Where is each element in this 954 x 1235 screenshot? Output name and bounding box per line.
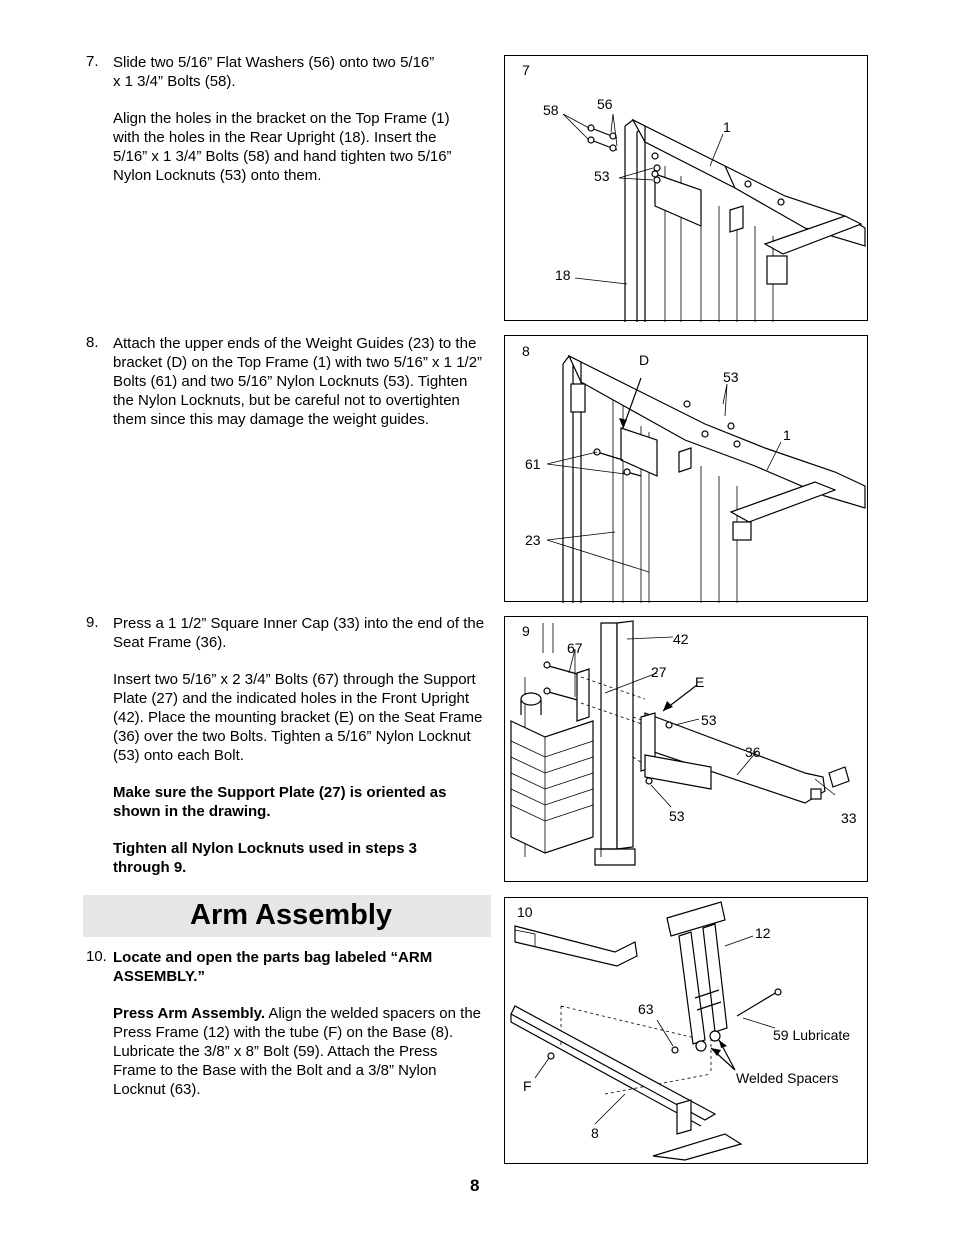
section-title: Arm Assembly — [190, 899, 393, 931]
step-9-note-1 — [113, 783, 478, 821]
step-9-note-2-bold: Tighten all Nylon Locknuts used in steps 3 through 9. — [113, 840, 417, 876]
step-9-note-2 — [113, 839, 453, 877]
figure-7-drawing — [505, 56, 869, 322]
step-10-body — [113, 1004, 483, 1099]
figure-9-label-33: 33 — [841, 810, 857, 826]
step-9-number: 9. — [86, 614, 99, 631]
step-9-note-1-bold: Make sure the Support Plate (27) is oriented as shown in the drawing. — [113, 784, 447, 820]
figure-9-label-67: 67 — [567, 640, 583, 656]
step-10-sub-text: Align the welded spacers on the Press Frame (12) with the tube (F) on the Base (8). Lubricate the 3/8” x 8” Bolt (59). Attach the Press Frame to the Base with the Bolt and a 3/8” Nylon Locknut (63). — [113, 1005, 482, 1098]
figure-8-label-23: 23 — [525, 532, 541, 548]
page-number: 8 — [470, 1176, 480, 1195]
figure-9-step-label: 9 — [522, 623, 530, 639]
figure-7-label-58: 58 — [543, 102, 559, 118]
figure-8-step-label: 8 — [522, 343, 530, 359]
figure-10-drawing — [505, 898, 869, 1165]
figure-7-label-56: 56 — [597, 96, 613, 112]
figure-10-step-label: 10 — [517, 904, 533, 920]
figure-9-label-53-top: 53 — [701, 712, 717, 728]
step-10-sub-bold: Press Arm Assembly. — [113, 1005, 266, 1022]
figure-10-label-8: 8 — [591, 1125, 599, 1141]
figure-8-label-61: 61 — [525, 456, 541, 472]
figure-10-label-welded-spacers: Welded Spacers — [736, 1070, 839, 1086]
figure-9-label-36: 36 — [745, 744, 761, 760]
figure-step-10 — [504, 897, 868, 1164]
figure-8-label-D: D — [639, 352, 650, 368]
figure-10-label-F: F — [523, 1078, 532, 1094]
figure-7-label-53: 53 — [594, 168, 610, 184]
figure-10-label-59: 59 Lubricate — [773, 1027, 851, 1043]
step-9-text-2: Insert two 5/16” x 2 3/4” Bolts (67) through the Support Plate (27) and the indicated holes in the Front Upright (42). Place the mounting bracket (E) on the Seat Frame (36) over the two Bolts. Tighten a 5/16” Nylon Locknut (53) onto each Bolt. — [113, 671, 483, 764]
step-7-text-1: Slide two 5/16” Flat Washers (56) onto two 5/16” x 1 3/4” Bolts (58). — [113, 54, 435, 90]
figure-7-label-18: 18 — [555, 267, 571, 283]
step-7-number: 7. — [86, 53, 99, 70]
step-8-text: Attach the upper ends of the Weight Guides (23) to the bracket (D) on the Top Frame (1) with two 5/16” x 1 1/2” Bolts (61) and two 5/16” Nylon Locknuts (53). Tighten the Nylon Locknuts, but be careful not to overtighten them since this may damage the weight guides. — [113, 335, 483, 428]
figure-7-label-1: 1 — [723, 119, 731, 135]
figure-8-label-1: 1 — [783, 427, 791, 443]
figure-9-label-E: E — [695, 674, 705, 690]
figure-10-label-63: 63 — [638, 1001, 654, 1017]
step-7-text-2: Align the holes in the bracket on the Top Frame (1) with the holes in the Rear Upright (18). Insert the 5/16” x 1 3/4” Bolts (58) and hand tighten two 5/16” Nylon Locknuts (53) onto them. — [113, 110, 452, 184]
figure-9-label-27: 27 — [651, 664, 667, 680]
figure-step-8 — [504, 335, 868, 602]
step-8-number: 8. — [86, 334, 99, 351]
step-10-lead-bold: Locate and open the parts bag labeled “ARM ASSEMBLY.” — [113, 949, 433, 985]
figure-9-label-53-bottom: 53 — [669, 808, 685, 824]
figure-10-label-12: 12 — [755, 925, 771, 941]
figure-9-label-42: 42 — [673, 631, 689, 647]
figure-9-drawing — [505, 617, 869, 883]
figure-7-step-label: 7 — [522, 62, 530, 78]
step-9-text-1: Press a 1 1/2” Square Inner Cap (33) into the end of the Seat Frame (36). — [113, 615, 485, 651]
step-10-number: 10. — [86, 948, 107, 965]
figure-step-7 — [504, 55, 868, 321]
step-10-lead — [113, 948, 463, 986]
figure-8-label-53: 53 — [723, 369, 739, 385]
figure-8-drawing — [505, 336, 869, 603]
figure-step-9 — [504, 616, 868, 882]
